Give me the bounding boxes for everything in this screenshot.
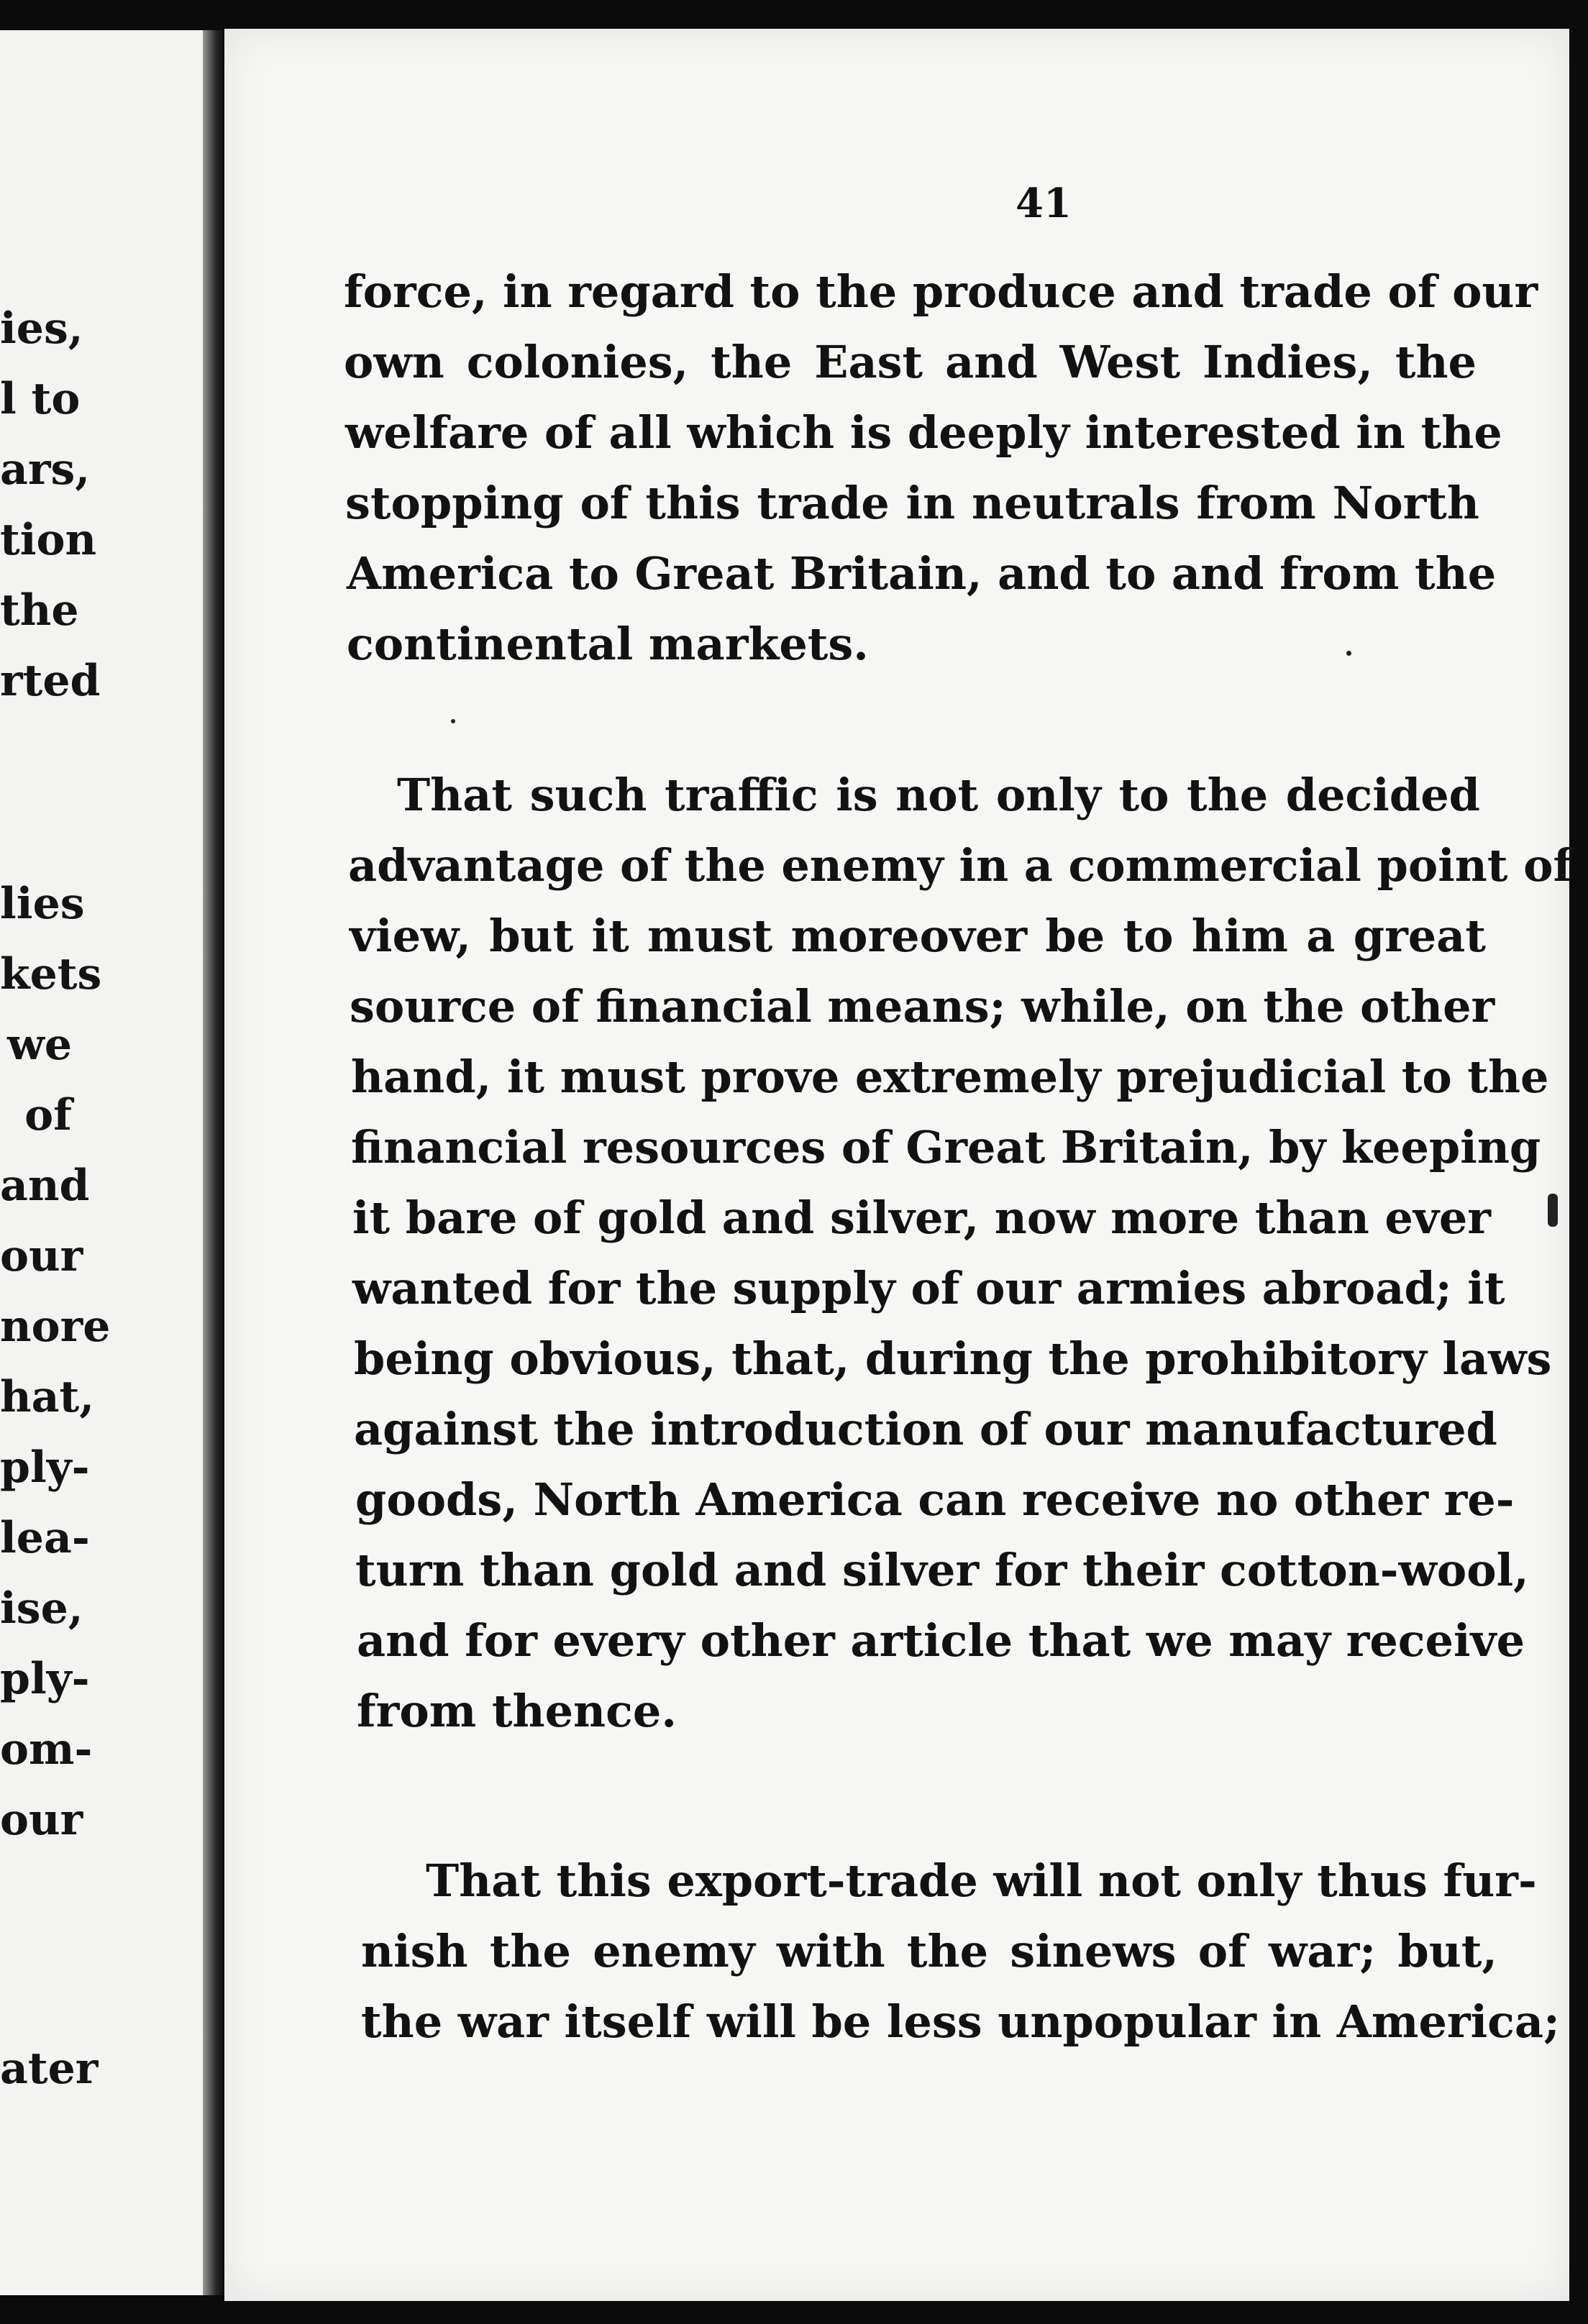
text-line: against the introduction of our manufactured xyxy=(354,1403,1497,1455)
left-fragment: ies, xyxy=(0,303,83,354)
left-fragment: om- xyxy=(0,1724,93,1775)
text-line: wanted for the supply of our armies abroad; it xyxy=(352,1262,1505,1314)
right-page xyxy=(224,29,1573,2301)
left-fragment: ater xyxy=(0,2044,99,2094)
left-fragment: tion xyxy=(0,515,97,565)
text-line: the war itself will be less unpopular in America; xyxy=(361,1995,1560,2048)
text-line: hand, it must prove extremely prejudicial to the xyxy=(351,1051,1549,1103)
left-fragment: hat, xyxy=(0,1372,95,1422)
left-fragment: and xyxy=(0,1161,90,1211)
left-fragment: our xyxy=(0,1231,83,1281)
left-fragment: ars, xyxy=(0,444,91,495)
left-facing-page xyxy=(0,30,205,2295)
text-line: continental markets. xyxy=(347,618,869,670)
text-line: stopping of this trade in neutrals from North xyxy=(345,477,1479,529)
text-line: being obvious, that, during the prohibitory laws xyxy=(354,1332,1552,1385)
left-fragment: ply- xyxy=(0,1442,90,1493)
text-line: financial resources of Great Britain, by keeping xyxy=(351,1121,1541,1174)
text-line: and for every other article that we may receive xyxy=(357,1614,1525,1667)
left-fragment: kets xyxy=(0,949,102,999)
left-fragment: ply- xyxy=(0,1654,90,1704)
ink-speck xyxy=(1346,651,1351,656)
text-line: from thence. xyxy=(357,1685,677,1737)
left-fragment: we xyxy=(7,1020,72,1070)
left-fragment: rted xyxy=(0,656,101,706)
text-line: view, but it must moreover be to him a great xyxy=(350,910,1486,962)
text-line: That this export-trade will not only thus fur- xyxy=(426,1854,1537,1907)
text-line: goods, North America can receive no other re- xyxy=(355,1473,1515,1526)
text-line: America to Great Britain, and to and from the xyxy=(347,547,1497,600)
left-fragment: l to xyxy=(0,374,81,424)
left-fragment: of xyxy=(24,1090,72,1140)
left-fragment: lies xyxy=(0,879,85,929)
left-fragment: lea- xyxy=(0,1513,90,1563)
text-line: force, in regard to the produce and trade of our xyxy=(344,265,1538,318)
text-line: That such traffic is not only to the decided xyxy=(397,769,1480,821)
text-line: it bare of gold and silver, now more than ever xyxy=(352,1191,1491,1244)
text-line: turn than gold and silver for their cotton-wool, xyxy=(355,1544,1529,1596)
left-fragment: nore xyxy=(0,1301,111,1352)
text-line: advantage of the enemy in a commercial point of xyxy=(348,839,1573,892)
text-line: nish the enemy with the sinews of war; but, xyxy=(361,1925,1497,1977)
ink-speck xyxy=(451,719,455,723)
page-edge-mark xyxy=(1548,1194,1558,1227)
book-gutter xyxy=(203,30,224,2295)
text-line: own colonies, the East and West Indies, the xyxy=(344,336,1477,388)
left-fragment: our xyxy=(0,1795,83,1845)
text-line: source of financial means; while, on the other xyxy=(350,980,1495,1033)
text-line: welfare of all which is deeply interested in the xyxy=(345,406,1502,459)
left-fragment: the xyxy=(0,585,79,636)
left-fragment: ise, xyxy=(0,1583,83,1634)
page-number: 41 xyxy=(1016,180,1072,227)
